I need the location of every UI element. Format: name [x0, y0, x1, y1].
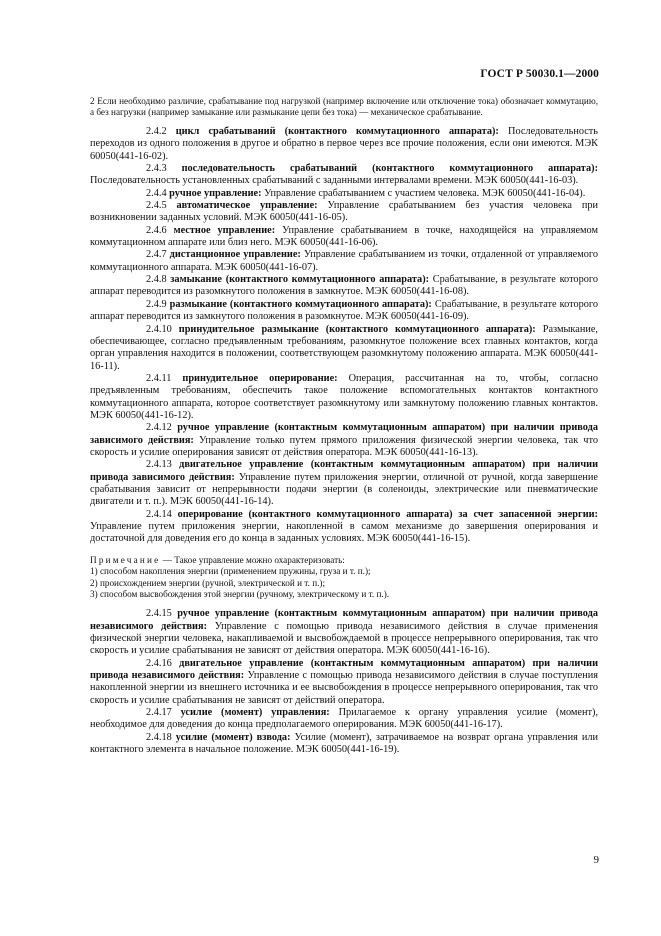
note-item: 2) происхождением энергии (ручной, электрической и т. п.); [90, 577, 326, 588]
clause-term: дистанционное управление: [169, 249, 301, 261]
clauses-list-b [90, 608, 598, 756]
clause-2-4-5 [90, 200, 598, 225]
clause-text: Управление только путем прямого приложения физической энергии человека, так что скорость и усилие оперирования зависят от действия оператора. МЭК 60050(441-16-13). [90, 434, 599, 458]
clause-text: Размыкание, обеспечивающее, согласно предъявленным требованиям, разомкнутое положение всех главных контактов, когда орган управления находится в положении, соответствующем разомкнутому положению аппарата. МЭК 60050(441-16-11). [90, 323, 598, 372]
clause-number: 2.4.14 [146, 508, 172, 520]
clause-2-4-17 [90, 707, 598, 732]
clause-number: 2.4.3 [146, 163, 167, 175]
page-content [90, 96, 598, 756]
clause-2-4-16 [90, 658, 598, 707]
document-header: ГОСТ Р 50030.1—2000 [480, 68, 599, 80]
clause-term: принудительное оперирование: [182, 372, 338, 384]
clause-2-4-18 [90, 732, 598, 757]
clause-term: ручное управление (контактным коммутационным аппаратом) при наличии привода независимого действия: [90, 608, 599, 632]
clause-text: Управление срабатыванием без участия человека при возникновении заданных условий. МЭК 60050(441-16-05). [90, 200, 599, 224]
clause-term: последовательность срабатываний (контактного коммутационного аппарата): [181, 163, 599, 175]
clause-2-4-3 [90, 163, 598, 188]
clause-text: Управление срабатыванием с участием человека. МЭК 60050(441-16-04). [264, 187, 586, 199]
note-2 [90, 96, 598, 118]
clause-2-4-14 [90, 509, 598, 546]
clause-number: 2.4.4 [146, 187, 167, 199]
clause-term: ручное управление: [169, 187, 262, 199]
clause-text: Управление путем приложения энергии, отличной от ручной, когда завершение срабатывания зависит от непрерывности подачи энергии (в соленоиды, электрические или пневматические двигатели и т. п.). МЭК 60050(441-16-14). [90, 471, 599, 508]
clause-term: принудительное размыкание (контактного коммутационного аппарата): [178, 323, 536, 335]
clause-term: автоматическое управление: [176, 200, 318, 212]
clause-2-4-15 [90, 608, 598, 657]
clause-term: двигательное управление (контактным коммутационным аппаратом) при наличии привода зависимого действия: [90, 459, 599, 483]
clause-number: 2.4.16 [146, 657, 172, 669]
clause-term: усилие (момент) управления: [180, 707, 330, 719]
clause-2-4-12 [90, 422, 598, 459]
clause-text: Срабатывание, в результате которого аппарат переводится из замкнутого положения в разомкнутое. МЭК 60050(441-16-09). [90, 298, 599, 323]
clause-term: усилие (момент) взвода: [175, 731, 291, 743]
clause-term: замыкание (контактного коммутационного аппарата): [170, 274, 430, 286]
clause-text: Последовательность установленных срабатываний с заданными интервалами времени. МЭК 60050(441-16-03). [90, 175, 579, 187]
clause-term: местное управление: [173, 224, 276, 236]
clause-2-4-6 [90, 225, 598, 250]
clause-number: 2.4.9 [146, 298, 167, 310]
note-energy [90, 555, 598, 601]
clause-2-4-8 [90, 274, 598, 299]
clause-number: 2.4.11 [146, 372, 172, 384]
clause-text: Управление с помощью привода независимого действия в случае применения физической энергии человека, накапливаемой и высвобождаемой в процессе непрерывного оперирования, так что скорость и усилие срабатывания не зависят от действия оператора. МЭК 60050(441-16-16). [90, 620, 598, 657]
clause-number: 2.4.15 [146, 608, 172, 620]
clause-2-4-2 [90, 126, 598, 163]
clause-text: Управление путем приложения энергии, накопленной в самом механизме до завершения оперирования и достаточной для доведения его до конца в заданных условиях. МЭК 60050(441-16-15). [90, 521, 598, 545]
clause-number: 2.4.6 [146, 224, 167, 236]
clause-number: 2.4.13 [146, 459, 172, 471]
clause-2-4-13 [90, 459, 598, 508]
clause-term: оперирование (контактного коммутационного аппарата) за счет запасенной энергии: [177, 508, 598, 520]
clause-text: Последовательность переходов из одного положения в другое и обратно в первое через все прочие положения, если они имеются. МЭК 60050(441-16-02). [90, 126, 599, 162]
note-item: 1) способом накопления энергии (применением пружины, груза и т. п.); [90, 566, 371, 577]
clause-number: 2.4.18 [146, 731, 172, 743]
clause-term: двигательное управление (контактным коммутационным аппаратом) при наличии привода независимого действия: [90, 657, 599, 682]
clause-2-4-7 [90, 249, 598, 274]
clause-number: 2.4.5 [146, 200, 167, 212]
clauses-list-a [90, 126, 598, 546]
clause-text: Управление срабатыванием из точки, отдаленной от управляемого коммутационного аппарата. МЭК 60050(441-16-07). [90, 249, 599, 273]
clause-2-4-4 [90, 188, 598, 200]
clause-number: 2.4.10 [146, 323, 172, 335]
note-intro: — Такое управление можно охарактеризовать: [160, 554, 345, 565]
clause-term: цикл срабатываний (контактного коммутационного аппарата): [175, 126, 499, 137]
note-item: 3) способом высвобождения этой энергии (ручному, электрическому и т. п.). [90, 588, 390, 599]
clause-term: размыкание (контактного коммутационного аппарата): [169, 298, 432, 310]
clause-text: Операция, рассчитанная на то, чтобы, согласно предъявленным требованиям, обеспечить такое положение вспомогательных контактов контактного коммутационного аппарата, которое соответствует разомкнутому или замкнутому положению главных контактов. МЭК 60050(441-16-12). [90, 372, 599, 421]
note-label: Примечание [90, 554, 161, 565]
clause-number: 2.4.17 [146, 707, 172, 719]
clause-number: 2.4.7 [146, 249, 167, 261]
clause-2-4-11 [90, 373, 598, 422]
clause-2-4-10 [90, 324, 598, 373]
page-number: 9 [593, 854, 599, 866]
note-heading [90, 555, 598, 566]
clause-text: Управление с помощью привода независимого действия в случае поступления накопленной энергии из внешнего источника и ее высвобождения в процессе непрерывного оперирования, так что скорость и усилие срабатывания не зависят от действий оператора. [90, 670, 599, 706]
clause-text: Срабатывание, в результате которого аппарат переводится из разомкнутого положения в замкнутое. МЭК 60050(441-16-08). [90, 274, 598, 298]
clause-text: Усилие (момент), затрачиваемое на возврат органа управления или контактного элемента в начальное положение. МЭК 60050(441-16-19). [90, 731, 598, 756]
clause-number: 2.4.12 [146, 422, 172, 434]
clause-number: 2.4.2 [146, 126, 167, 137]
clause-term: ручное управление (контактным коммутационным аппаратом) при наличии привода зависимого действия: [90, 422, 599, 446]
note-2-text: 2 Если необходимо различие, срабатывание под нагрузкой (например включение или отключение тока) обозначает коммутацию, а без нагрузки (например замыкание или размыкание цепи без тока) — механическое срабатывание. [90, 96, 598, 117]
clause-2-4-9 [90, 299, 598, 324]
clause-text: Прилагаемое к органу управления усилие (момент), необходимое для доведения до конца предполагаемого оперирования. МЭК 60050(441-16-17). [90, 707, 599, 731]
clause-number: 2.4.8 [146, 274, 167, 286]
clause-text: Управление срабатыванием в точке, находящейся на управляемом коммутационном аппарате или близ него. МЭК 60050(441-16-06). [90, 224, 599, 249]
